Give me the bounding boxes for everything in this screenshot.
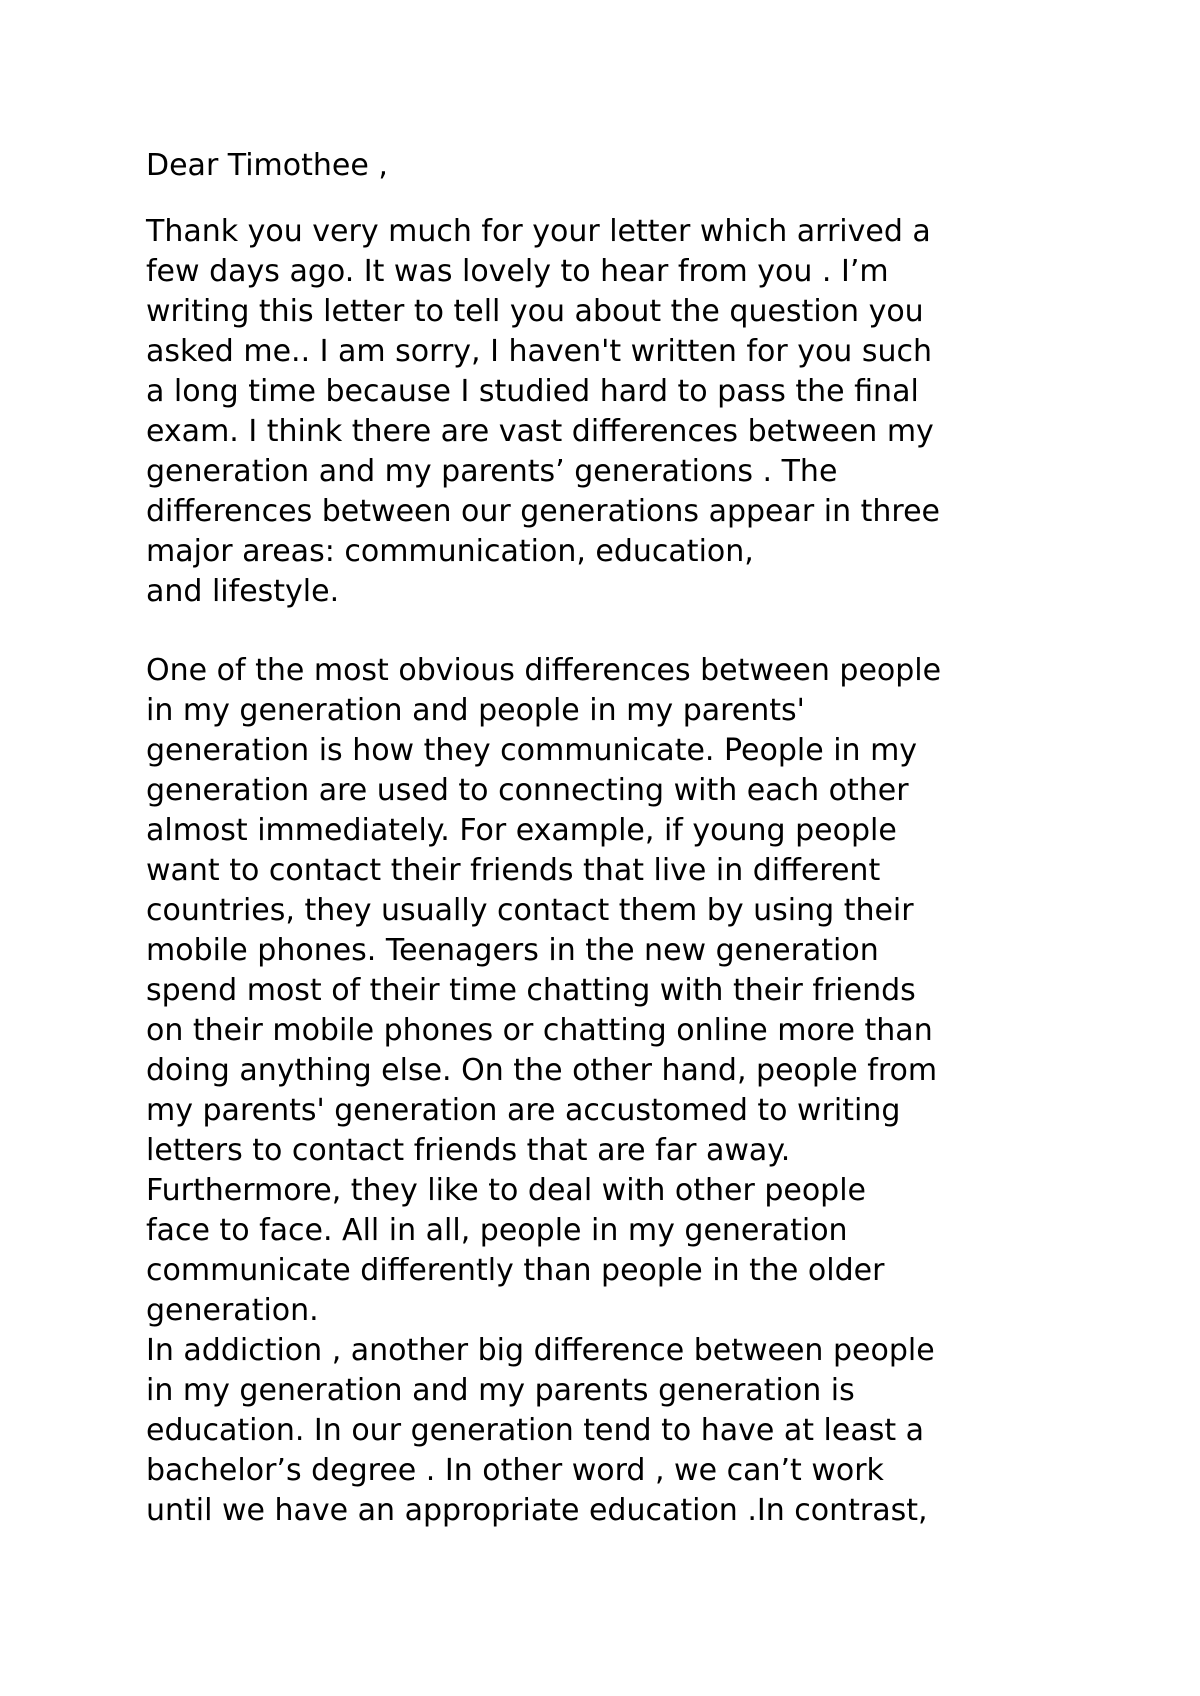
text-line: writing this letter to tell you about the question you [146, 294, 924, 329]
text-line: mobile phones. Teenagers in the new generation [146, 933, 879, 968]
text-line: communicate differently than people in the older [146, 1253, 885, 1288]
text-line: generation is how they communicate. People in my [146, 733, 918, 768]
text-line: generation. [146, 1293, 319, 1328]
text-line: want to contact their friends that live in different [146, 853, 881, 888]
text-line: bachelor’s degree . In other word , we can’t work [146, 1453, 884, 1488]
text-line: letters to contact friends that are far away. [146, 1133, 791, 1168]
text-line: in my generation and my parents generation is [146, 1373, 855, 1408]
text-line: Thank you very much for your letter which arrived a [146, 214, 931, 249]
text-line: almost immediately. For example, if young people [146, 813, 897, 848]
letter-body [146, 146, 1086, 1531]
text-line: in my generation and people in my parents' [146, 693, 805, 728]
text-line: and lifestyle. [146, 574, 340, 609]
text-line: exam. I think there are vast differences between my [146, 414, 934, 449]
text-line: countries, they usually contact them by using their [146, 893, 914, 928]
text-line: face to face. All in all, people in my generation [146, 1213, 848, 1248]
text-line: Furthermore, they like to deal with other people [146, 1173, 867, 1208]
text-line: major areas: communication, education, [146, 534, 754, 569]
paragraph-education [146, 1331, 1086, 1531]
paragraph-communication [146, 651, 1086, 1331]
text-line: on their mobile phones or chatting online more than [146, 1013, 933, 1048]
text-line: differences between our generations appear in three [146, 494, 941, 529]
text-line: my parents' generation are accustomed to writing [146, 1093, 901, 1128]
text-line: a long time because I studied hard to pass the final [146, 374, 919, 409]
paragraph-introduction [146, 212, 1086, 612]
text-line: education. In our generation tend to have at least a [146, 1413, 925, 1448]
text-line: until we have an appropriate education .In contrast, [146, 1493, 928, 1528]
text-line: asked me.. I am sorry, I haven't written for you such [146, 334, 933, 369]
paragraph-spacer [146, 612, 1086, 651]
text-line: generation are used to connecting with each other [146, 773, 909, 808]
text-line: spend most of their time chatting with their friends [146, 973, 916, 1008]
text-line: few days ago. It was lovely to hear from you . I’m [146, 254, 889, 289]
text-line: In addiction , another big difference between people [146, 1333, 935, 1368]
text-line: doing anything else. On the other hand, people from [146, 1053, 938, 1088]
salutation: Dear Timothee , [146, 148, 388, 183]
text-line: One of the most obvious differences between people [146, 653, 942, 688]
text-line: generation and my parents’ generations . The [146, 454, 838, 489]
